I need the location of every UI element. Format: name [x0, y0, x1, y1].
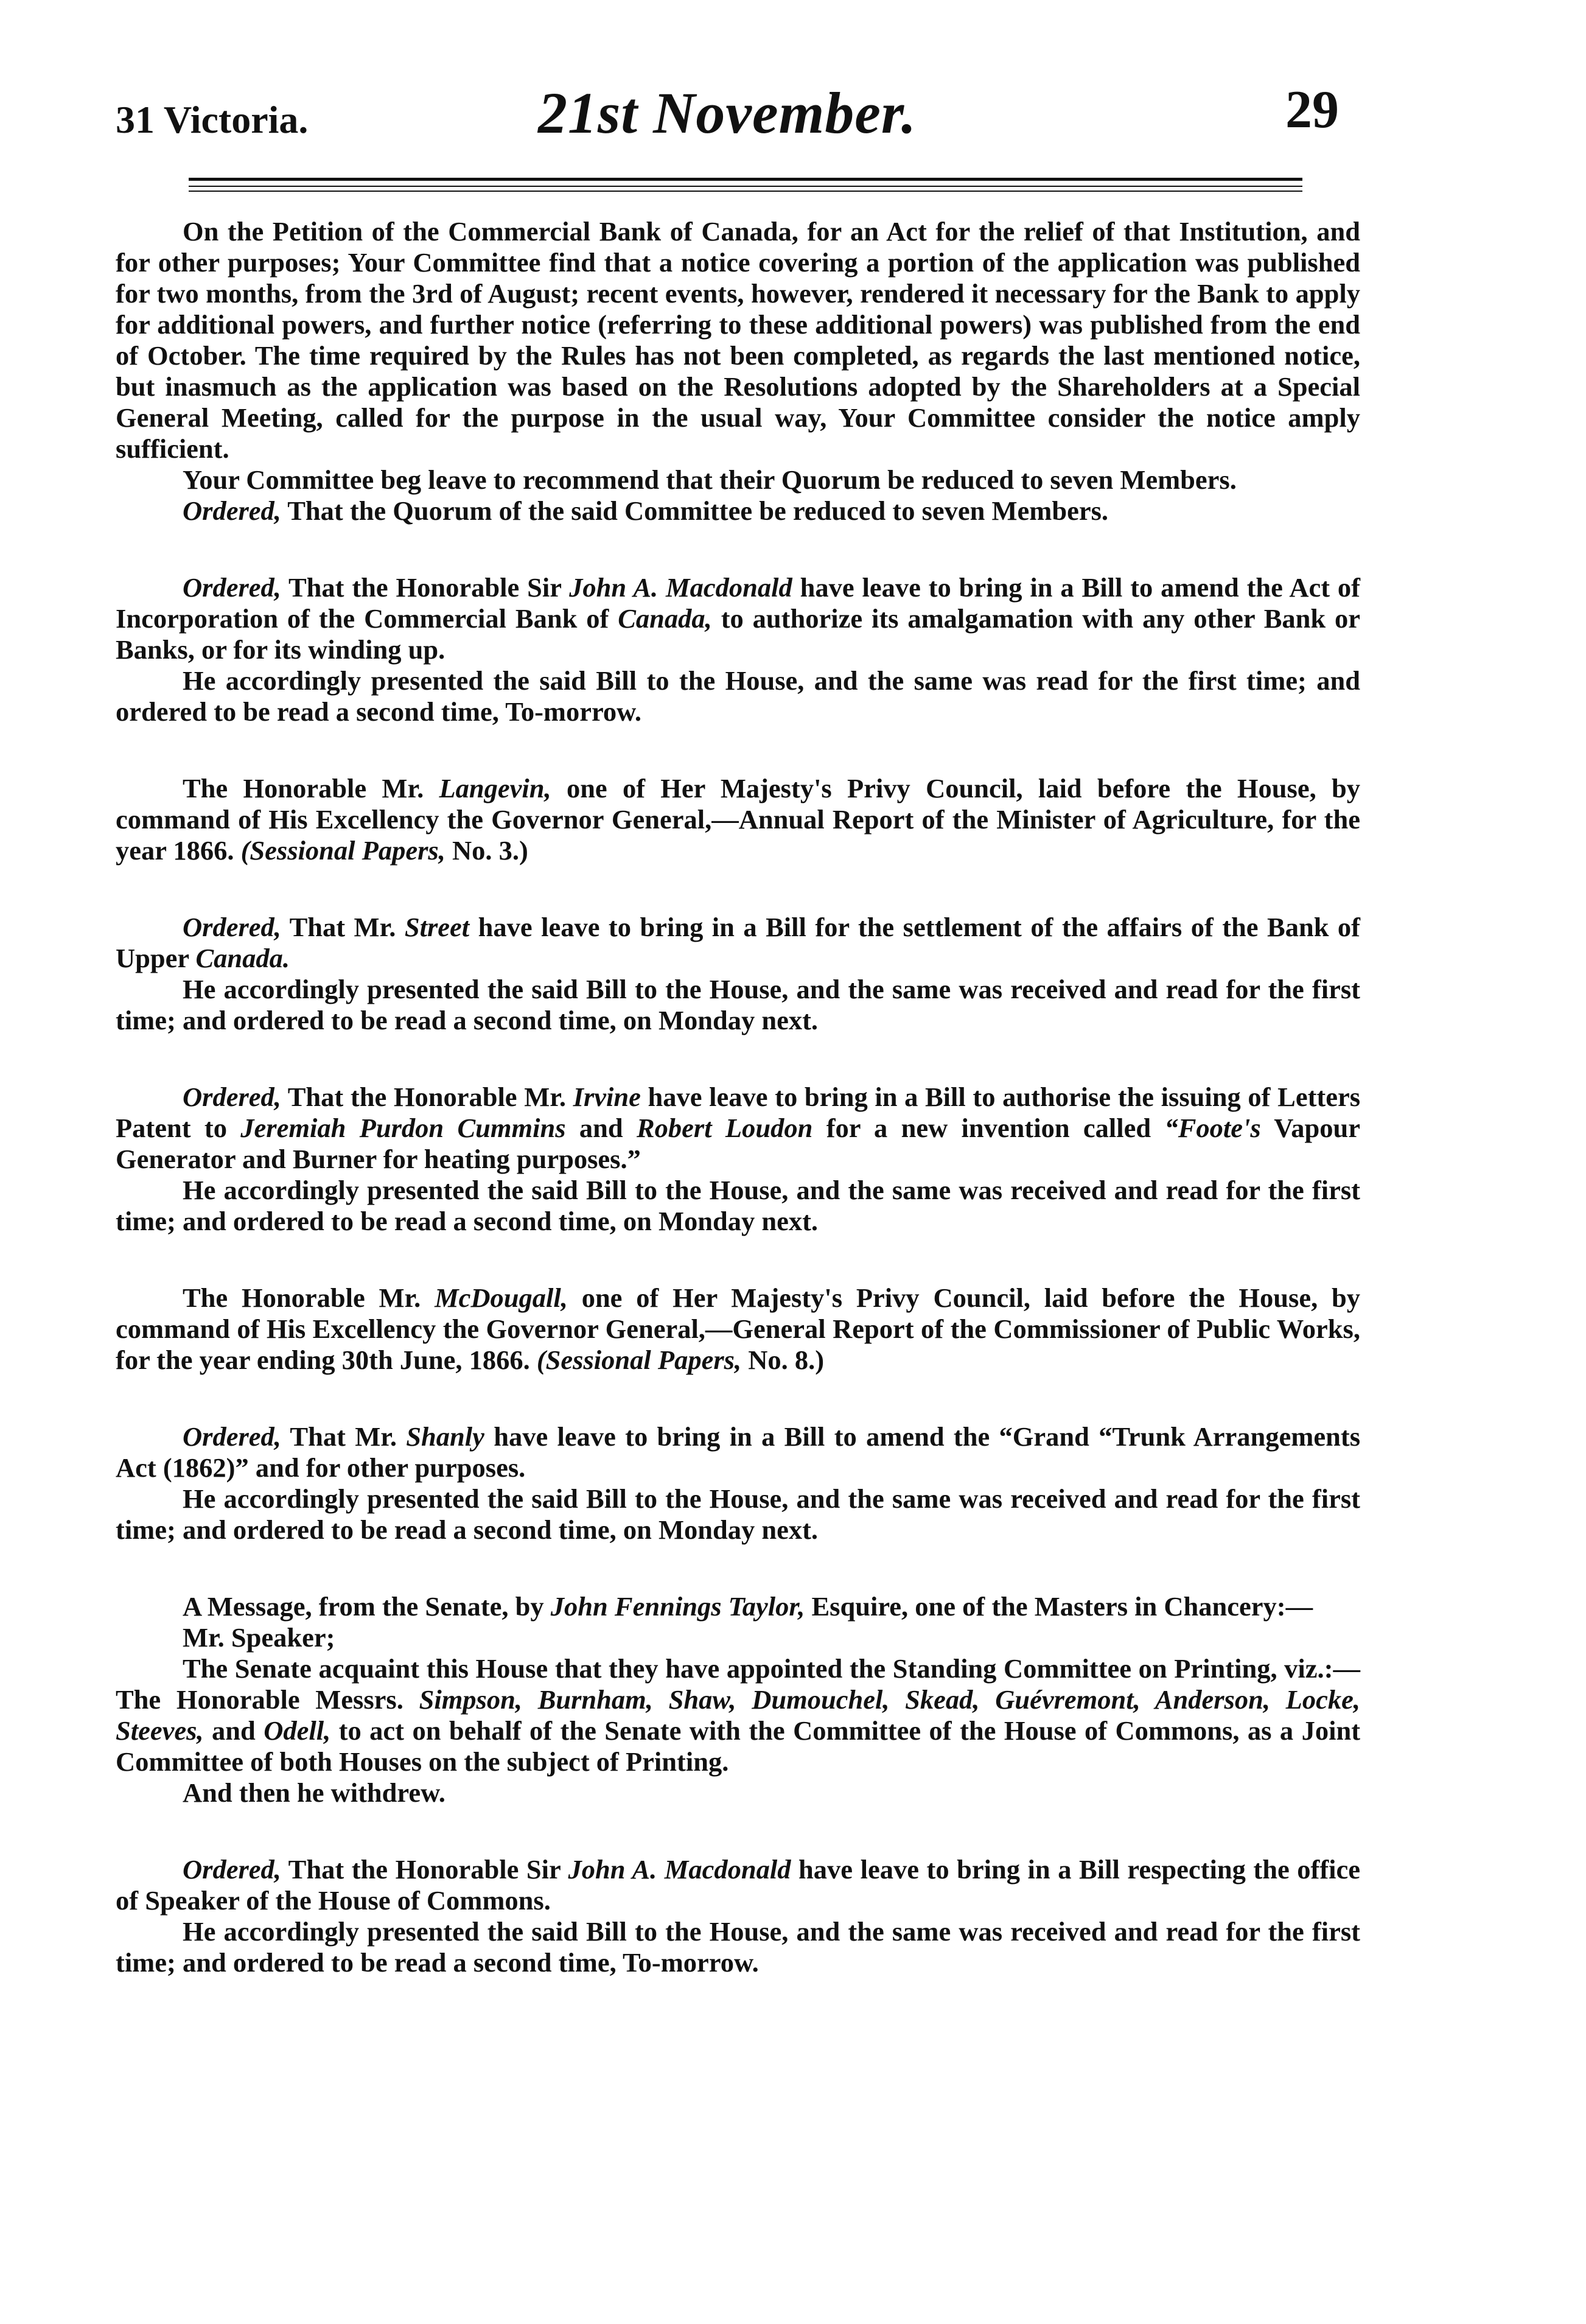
order-text: That the Quorum of the said Committee be reduced to seven Members. — [287, 495, 1109, 526]
person-name: Robert Loudon — [636, 1113, 813, 1143]
member-name: Street — [404, 912, 470, 942]
order-text: have leave to bring in a Bill respecting the office of Speaker of the House of Commons. — [116, 1854, 1361, 1916]
order-text: and — [579, 1113, 623, 1143]
sessional-papers-ref: (Sessional Papers, — [240, 835, 445, 866]
header-rule-thin — [189, 186, 1302, 187]
withdrew-line: And then he withdrew. — [183, 1777, 445, 1808]
header-rule-thin-2 — [189, 191, 1302, 192]
journal-body — [116, 216, 1360, 1978]
order-text: for a new invention called — [826, 1113, 1151, 1143]
public-works-report-paragraph — [116, 1283, 1360, 1376]
paper-number: No. 3.) — [452, 835, 528, 866]
order-text: have leave to bring in a Bill to authorise the issuing of Letters Patent to — [116, 1082, 1361, 1143]
message-text: Esquire, one of the Masters in Chancery:— — [811, 1591, 1313, 1622]
person-name: Jeremiah Purdon Cummins — [240, 1113, 566, 1143]
member-name: Irvine — [573, 1082, 641, 1112]
agriculture-report-paragraph — [116, 773, 1360, 866]
speaker-office-bill-order — [116, 1854, 1360, 1916]
ordered-label: Ordered, — [183, 495, 281, 526]
page-number: 29 — [1285, 80, 1339, 139]
order-text: have leave to bring in a Bill to amend the “Grand “Trunk Arrangements Act (1862)” and for other purposes. — [116, 1421, 1361, 1483]
report-text: one of Her Majesty's Privy Council, laid before the House, by command of His Excellency the Governor General,—General Report of the Commissioner of Public Works, for the year ending 30th June, 1866. — [116, 1283, 1361, 1375]
order-text: That Mr. — [289, 912, 396, 942]
message-text: and — [212, 1715, 256, 1746]
report-text: The Honorable Mr. — [183, 1283, 421, 1313]
grand-trunk-bill-order — [116, 1421, 1360, 1483]
order-text: That the Honorable Sir — [288, 1854, 561, 1885]
member-name: Langevin, — [439, 773, 551, 803]
page-date: 21st November. — [538, 80, 917, 145]
committee-report-paragraph: On the Petition of the Commercial Bank of Canada, for an Act for the relief of that Institution, and for other purposes; Your Committee find that a notice covering a portion of the application was published for two months, from the 3rd of August; recent events, however, rendered it necessary for the Bank to apply for additional powers, and further notice (referring to these additional powers) was published from the end of October. The time required by the Rules has not been completed, as regards the last mentioned notice, but inasmuch as the application was based on the Resolutions adopted by the Shareholders at a Special General Meeting, called for the purpose in the usual way, Your Committee consider the notice amply sufficient. — [116, 216, 1360, 464]
place-name: Canada. — [195, 943, 290, 973]
order-text: That Mr. — [290, 1421, 397, 1452]
order-text: That the Honorable Sir — [288, 572, 562, 603]
report-text: one of Her Majesty's Privy Council, laid before the House, by command of His Excellency the Governor General,—Annual Report of the Minister of Agriculture, for the year 1866. — [116, 773, 1361, 866]
upper-canada-bank-bill-order — [116, 912, 1360, 974]
person-name: John Fennings Taylor, — [550, 1591, 805, 1622]
report-text: The Honorable Mr. — [183, 773, 424, 803]
bill-presented-paragraph: He accordingly presented the said Bill to the House, and the same was received and read for the first time; and ordered to be read a second time, on Monday next. — [116, 1483, 1360, 1545]
bill-presented-paragraph: He accordingly presented the said Bill to the House, and the same was read for the first time; and ordered to be read a second time, To-morrow. — [116, 665, 1360, 727]
bill-presented-paragraph: He accordingly presented the said Bill to the House, and the same was received and read for the first time; and ordered to be read a second time, on Monday next. — [116, 974, 1360, 1035]
ordered-label: Ordered, — [183, 1854, 281, 1885]
message-text: The Senate acquaint this House that they have appointed the Standing Committee on Printing, viz.:—The Honorable Messrs. — [116, 1653, 1360, 1715]
senate-committee-paragraph — [116, 1653, 1360, 1777]
senator-names: Simpson, Burnham, Shaw, Dumouchel, Skead, Guévremont, Anderson, Locke, Steeves, — [116, 1684, 1360, 1746]
paper-number: No. 8.) — [748, 1345, 825, 1375]
order-text: have leave to bring in a Bill for the settlement of the affairs of the Bank of Upper — [116, 912, 1361, 973]
bill-presented-paragraph: He accordingly presented the said Bill to the House, and the same was received and read for the first time; and ordered to be read a second time, To-morrow. — [116, 1916, 1360, 1978]
quorum-recommendation: Your Committee beg leave to recommend that their Quorum be reduced to seven Members. — [183, 464, 1237, 495]
ordered-label: Ordered, — [183, 572, 281, 603]
senate-message-paragraph — [116, 1591, 1360, 1622]
sessional-papers-ref: (Sessional Papers, — [536, 1345, 742, 1375]
letters-patent-bill-order — [116, 1082, 1360, 1175]
commercial-bank-bill-order — [116, 572, 1360, 665]
ordered-label: Ordered, — [183, 1082, 281, 1112]
message-text: to act on behalf of the Senate with the Committee of the House of Commons, as a Joint Committee of both Houses on the subject of Printing. — [116, 1715, 1361, 1777]
member-name: Shanly — [406, 1421, 484, 1452]
order-text: to authorize its amalgamation with any other Bank or Banks, or for its winding up. — [116, 603, 1361, 665]
senator-name: Odell, — [264, 1715, 331, 1746]
invention-name: “Foote's — [1164, 1113, 1261, 1143]
order-text: have leave to bring in a Bill to amend the Act of Incorporation of the Commercial Bank of — [116, 572, 1360, 634]
message-text: A Message, from the Senate, by — [183, 1591, 544, 1622]
member-name: John A. Macdonald — [569, 572, 792, 603]
member-name: John A. Macdonald — [568, 1854, 791, 1885]
order-text: Vapour Generator and Burner for heating purposes.” — [116, 1113, 1361, 1174]
member-name: McDougall, — [435, 1283, 568, 1313]
quorum-order — [116, 495, 1360, 527]
ordered-label: Ordered, — [183, 912, 281, 942]
place-name: Canada, — [618, 603, 712, 634]
speaker-salutation: Mr. Speaker; — [183, 1622, 335, 1653]
running-head — [116, 79, 1339, 158]
bill-presented-paragraph: He accordingly presented the said Bill to the House, and the same was received and read for the first time; and ordered to be read a second time, on Monday next. — [116, 1175, 1360, 1236]
header-rule-thick — [189, 178, 1302, 181]
ordered-label: Ordered, — [183, 1421, 281, 1452]
order-text: That the Honorable Mr. — [287, 1082, 566, 1112]
regnal-year: 31 Victoria. — [116, 98, 309, 141]
